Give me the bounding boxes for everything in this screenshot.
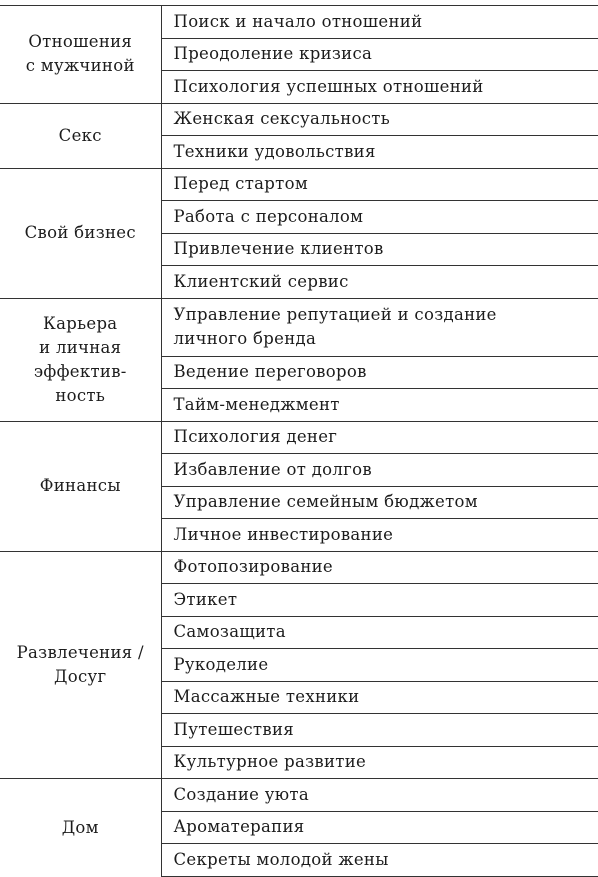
topic-item: Клиентский сервис <box>161 266 598 299</box>
topic-item: Личное инвестирование <box>161 519 598 552</box>
category-label: Развлечения / Досуг <box>0 551 161 779</box>
topic-item: Психология успешных отношений <box>161 71 598 104</box>
topic-item: Самозащита <box>161 616 598 649</box>
table-row <box>0 551 598 584</box>
category-label: Финансы <box>0 421 161 551</box>
table-row <box>0 421 598 454</box>
topic-item: Ароматерапия <box>161 811 598 844</box>
topic-item: Ведение переговоров <box>161 356 598 389</box>
topic-item: Управление семейным бюджетом <box>161 486 598 519</box>
topic-item: Секреты молодой жены <box>161 844 598 877</box>
topic-item: Тайм-менеджмент <box>161 389 598 422</box>
topic-item: Избавление от долгов <box>161 454 598 487</box>
topic-item: Культурное развитие <box>161 746 598 779</box>
topic-item: Создание уюта <box>161 779 598 812</box>
topic-item: Техники удовольствия <box>161 136 598 169</box>
category-label: Дом <box>0 779 161 877</box>
topic-item: Поиск и начало отношений <box>161 6 598 39</box>
table-row <box>0 6 598 39</box>
topics-table-body <box>0 6 598 877</box>
category-label: Отношения с мужчиной <box>0 6 161 104</box>
topic-item: Путешествия <box>161 714 598 747</box>
table-row <box>0 779 598 812</box>
category-label: Карьера и личная эффектив- ность <box>0 298 161 421</box>
topic-item: Управление репутацией и создание личного бренда <box>161 298 598 356</box>
topic-item: Перед стартом <box>161 168 598 201</box>
topic-item: Женская сексуальность <box>161 103 598 136</box>
topic-item: Психология денег <box>161 421 598 454</box>
category-label: Секс <box>0 103 161 168</box>
topic-item: Фотопозирование <box>161 551 598 584</box>
topics-table <box>0 5 598 877</box>
topic-item: Преодоление кризиса <box>161 38 598 71</box>
topic-item: Этикет <box>161 584 598 617</box>
topic-item: Массажные техники <box>161 681 598 714</box>
category-label: Свой бизнес <box>0 168 161 298</box>
table-row <box>0 168 598 201</box>
topic-item: Работа с персоналом <box>161 201 598 234</box>
topic-item: Рукоделие <box>161 649 598 682</box>
table-row <box>0 103 598 136</box>
table-row <box>0 298 598 356</box>
topic-item: Привлечение клиентов <box>161 233 598 266</box>
